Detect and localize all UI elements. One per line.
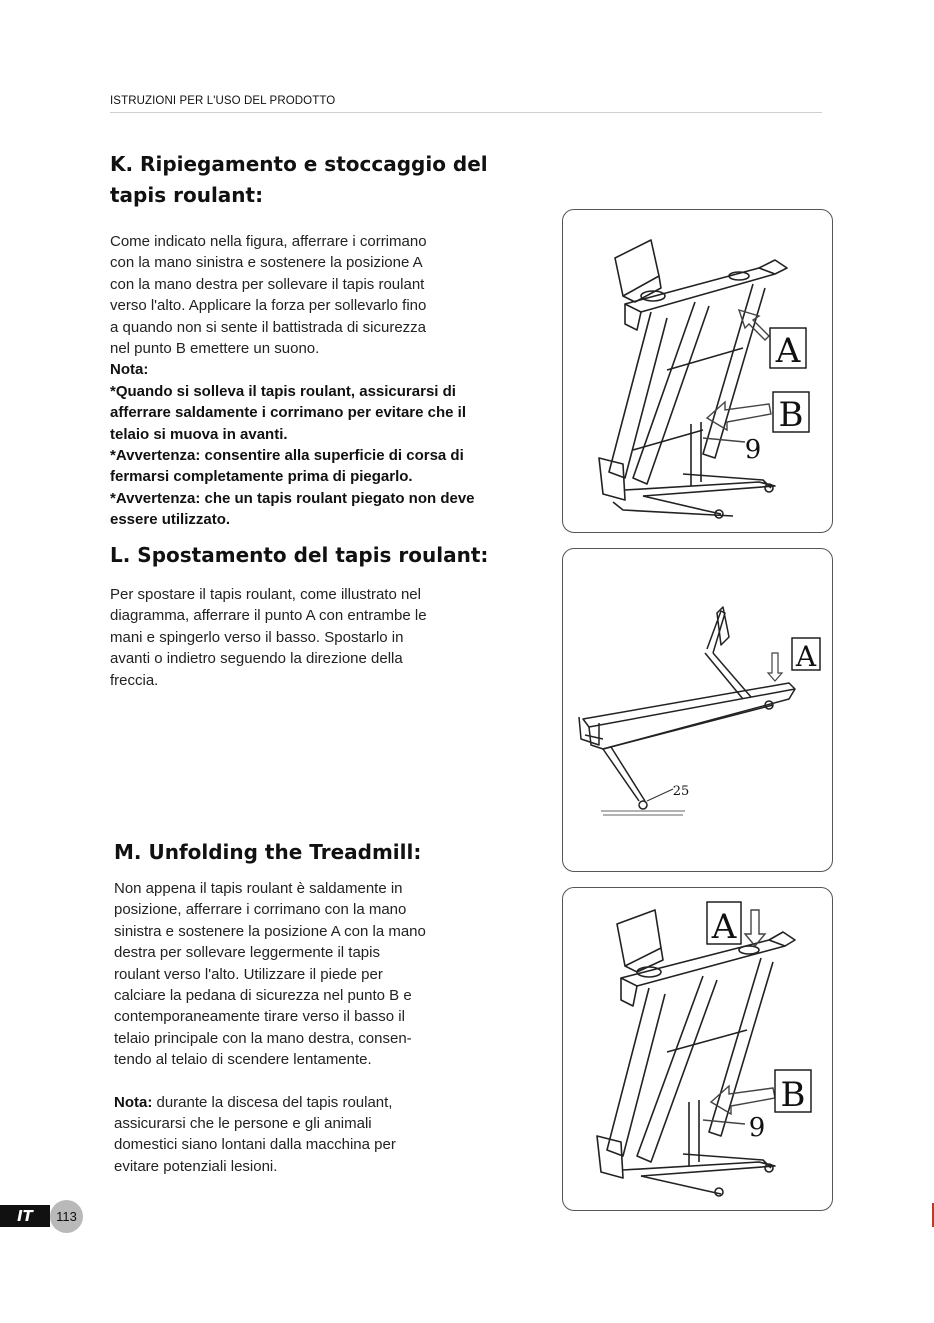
body-line: Per spostare il tapis roulant, come illustrato nel bbox=[110, 586, 421, 603]
body-line: sinistra e sostenere la posizione A con la mano bbox=[114, 922, 426, 940]
note-line: durante la discesa del tapis roulant, bbox=[152, 1093, 393, 1111]
body-line: contemporaneamente tirare verso il basso il bbox=[114, 1008, 405, 1026]
fig1-label-a: A bbox=[775, 331, 801, 371]
body-line: nel punto B emettere un suono. bbox=[110, 340, 320, 358]
note-paragraph bbox=[114, 1092, 426, 1113]
section-l-title: L. Spostamento del tapis roulant: bbox=[110, 543, 489, 567]
section-k-title bbox=[110, 149, 488, 211]
language-tab: IT bbox=[0, 1205, 50, 1227]
note-line: domestici siano lontani dalla macchina per bbox=[114, 1136, 396, 1154]
note-line: *Avvertenza: che un tapis roulant piegato non deve bbox=[110, 489, 475, 507]
figure-unfolding bbox=[562, 887, 833, 1211]
body-line: con la mano destra per sollevare il tapis roulant bbox=[110, 275, 425, 293]
fig2-part-number: 25 bbox=[672, 784, 690, 799]
note-line: telaio si muova in avanti. bbox=[110, 425, 288, 443]
body-line: freccia. bbox=[110, 671, 159, 689]
body-line: diagramma, afferrare il punto A con entrambe le bbox=[110, 607, 427, 625]
section-m-title: M. Unfolding the Treadmill: bbox=[114, 840, 422, 864]
figure-moving bbox=[562, 548, 833, 872]
section-m-text bbox=[114, 878, 426, 1177]
body-line: calciare la pedana di sicurezza nel punto B e bbox=[114, 987, 412, 1005]
note-line: essere utilizzato. bbox=[110, 511, 231, 529]
body-line: Come indicato nella figura, afferrare i corrimano bbox=[110, 233, 427, 250]
treadmill-folding-illustration bbox=[563, 210, 834, 534]
section-k-text bbox=[110, 231, 475, 531]
section-k-title-line2: tapis roulant: bbox=[110, 183, 264, 207]
body-line: mani e spingerlo verso il basso. Spostarlo in bbox=[110, 628, 404, 646]
note-line: *Quando si solleva il tapis roulant, assicurarsi di bbox=[110, 382, 456, 400]
page-header: ISTRUZIONI PER L'USO DEL PRODOTTO bbox=[110, 95, 336, 107]
body-line: destra per sollevare leggermente il tapis bbox=[114, 944, 380, 962]
treadmill-unfolding-illustration bbox=[563, 888, 834, 1212]
fig1-part-number: 9 bbox=[744, 435, 762, 465]
body-line: roulant verso l'alto. Utilizzare il piede per bbox=[114, 965, 383, 983]
body-line: posizione, afferrare i corrimano con la mano bbox=[114, 901, 407, 919]
note-line: evitare potenziali lesioni. bbox=[114, 1157, 278, 1175]
body-line: Non appena il tapis roulant è saldamente in bbox=[114, 880, 403, 897]
body-line: avanti o indietro seguendo la direzione della bbox=[110, 650, 403, 668]
note-line: assicurarsi che le persone e gli animali bbox=[114, 1115, 372, 1133]
fig3-label-b: B bbox=[780, 1075, 806, 1115]
body-line: verso l'alto. Applicare la forza per sollevarlo fino bbox=[110, 297, 427, 315]
section-k-title-line1: K. Ripiegamento e stoccaggio del bbox=[110, 152, 488, 176]
fig1-label-b: B bbox=[778, 395, 804, 435]
fig2-label-a: A bbox=[795, 640, 817, 673]
body-line: con la mano sinistra e sostenere la posizione A bbox=[110, 254, 423, 272]
note-line: fermarsi completamente prima di piegarlo. bbox=[110, 468, 413, 486]
note-line: *Avvertenza: consentire alla superficie di corsa di bbox=[110, 447, 464, 465]
section-l-text bbox=[110, 584, 427, 691]
treadmill-moving-illustration bbox=[563, 549, 834, 873]
note-label: Nota: bbox=[110, 361, 149, 379]
body-line: tendo al telaio di scendere lentamente. bbox=[114, 1051, 372, 1069]
header-divider bbox=[110, 112, 822, 113]
body-line: a quando non si sente il battistrada di sicurezza bbox=[110, 318, 427, 336]
note-line: afferrare saldamente i corrimano per evitare che il bbox=[110, 404, 466, 422]
page-number: 113 bbox=[50, 1200, 83, 1233]
figure-folding bbox=[562, 209, 833, 533]
fig3-part-number: 9 bbox=[748, 1113, 766, 1143]
note-label: Nota: bbox=[114, 1093, 153, 1111]
fig3-label-a: A bbox=[711, 907, 737, 947]
body-line: telaio principale con la mano destra, consen- bbox=[114, 1029, 412, 1047]
